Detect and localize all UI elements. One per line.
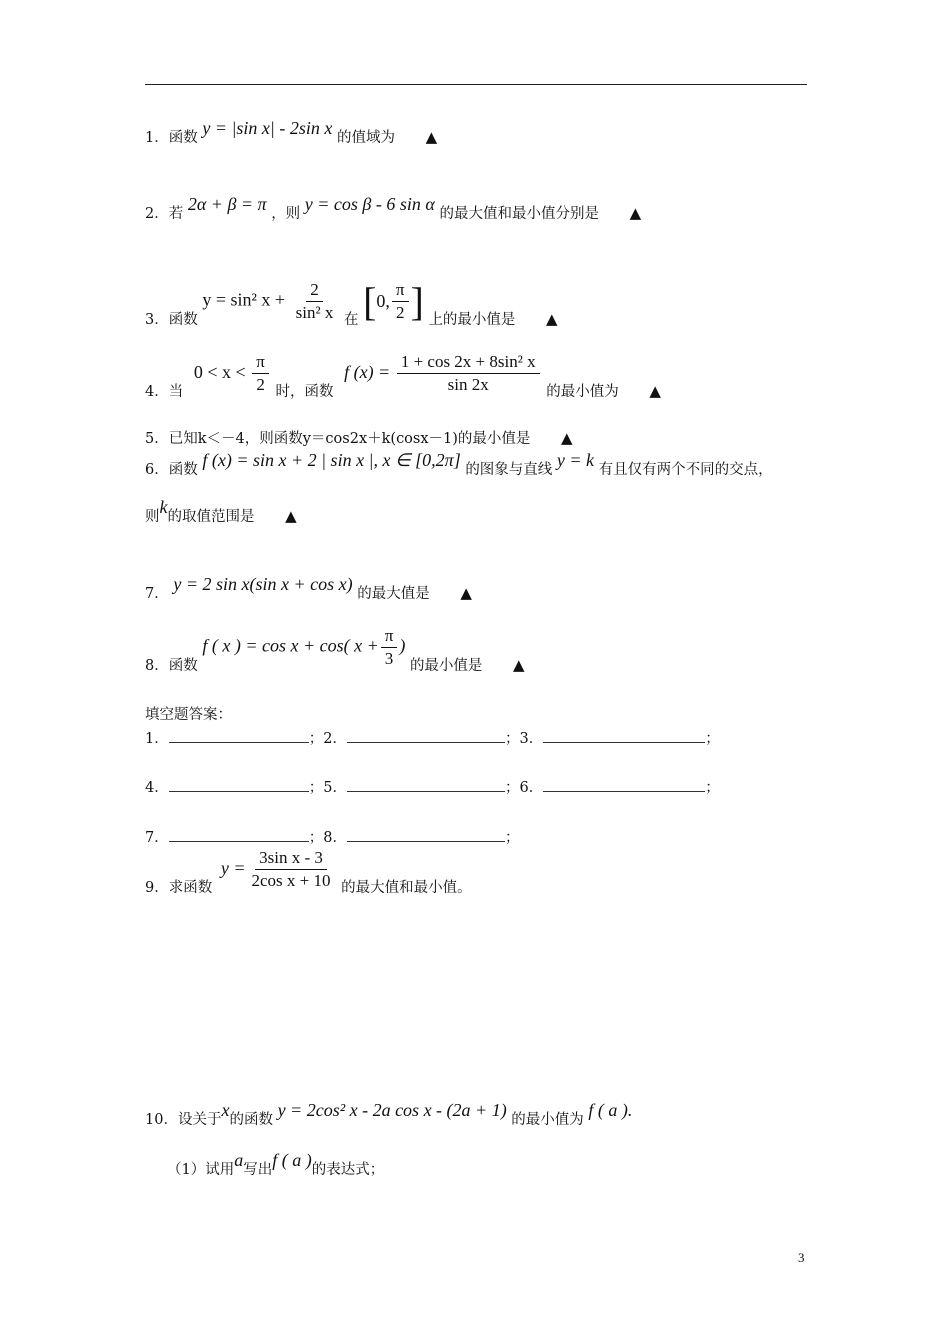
answers-row-2: 4． ；5． ；6． ； bbox=[145, 780, 720, 796]
fraction: $\frac{\pi}{2}$ bbox=[252, 352, 269, 395]
formula: y = sin² x + bbox=[202, 289, 286, 310]
question-number: 3． bbox=[145, 311, 169, 328]
formula: f (x) = sin x + 2 | sin x |, x ∈ [0,2π] bbox=[202, 450, 461, 470]
formula: f ( a ) bbox=[272, 1150, 312, 1170]
question-text: 若 bbox=[168, 206, 184, 222]
page-number: 3 bbox=[798, 1250, 805, 1265]
fraction: $\frac{\pi}{3}$ bbox=[381, 626, 398, 669]
question-text: 的最小值是 bbox=[409, 657, 483, 674]
question-number: 6． bbox=[145, 462, 169, 478]
formula: k bbox=[159, 497, 168, 517]
question-text: 的最小值为 bbox=[546, 383, 619, 400]
question-6-line-2 bbox=[145, 497, 297, 526]
question-number: 9． bbox=[145, 879, 169, 896]
question-6 bbox=[145, 450, 773, 479]
fraction: $\frac{\text{1 + cos 2x + 8sin² x}}{\sin 2x}$ bbox=[397, 352, 540, 395]
formula: f (x) = bbox=[344, 361, 391, 382]
question-5 bbox=[145, 427, 573, 448]
question-text: 有且仅有两个不同的交点， bbox=[598, 462, 773, 478]
question-text: 在 bbox=[343, 311, 359, 328]
formula: y = 2cos² x - 2a cos x - (2a + 1) bbox=[277, 1100, 507, 1120]
fraction: $\frac{\text{3sin x - 3}}{\text{2cos x + 10}}$ bbox=[251, 848, 331, 890]
question-1 bbox=[145, 118, 438, 147]
answer-blank[interactable] bbox=[543, 779, 705, 792]
question-number: 10． bbox=[145, 1112, 178, 1128]
triangle-marker: ▲ bbox=[546, 309, 558, 328]
answers-title: 填空题答案： bbox=[145, 707, 232, 723]
triangle-marker: ▲ bbox=[460, 584, 472, 602]
question-number: 1． bbox=[145, 130, 169, 146]
question-10-part-1: （1）试用a写出f ( a )的表达式； bbox=[167, 1150, 385, 1178]
question-number: 8． bbox=[145, 657, 169, 674]
triangle-marker: ▲ bbox=[425, 128, 438, 146]
question-text: 的图象与直线 bbox=[465, 462, 553, 478]
question-2 bbox=[145, 194, 642, 223]
answer-blank[interactable] bbox=[169, 829, 309, 842]
question-text: 5．已知k＜－4，则函数y＝cos2x＋k(cosx－1)的最小值是 bbox=[145, 431, 531, 447]
question-8: 8．函数 f ( x ) = cos x + cos( x + $\frac{\pi}{3}$ ) 的最小值是 ▲ bbox=[145, 626, 525, 674]
fraction: $\frac{2}{\text{sin² x}}$ bbox=[295, 280, 334, 322]
question-text: 的值域为 bbox=[336, 130, 395, 146]
answer-blank[interactable] bbox=[347, 829, 505, 842]
formula: y = bbox=[220, 857, 246, 878]
formula: 0 < x < bbox=[193, 361, 246, 382]
question-text: ，则 bbox=[271, 206, 301, 222]
question-7 bbox=[145, 574, 472, 603]
answers-row-3: 7． ；8． ； bbox=[145, 830, 520, 846]
question-text: 设关于 bbox=[177, 1112, 222, 1128]
formula: y = 2 sin x(sin x + cos x) bbox=[173, 574, 353, 594]
triangle-marker: ▲ bbox=[285, 507, 297, 525]
question-text: 试用 bbox=[205, 1162, 235, 1178]
answer-blank[interactable] bbox=[543, 730, 705, 743]
triangle-marker: ▲ bbox=[629, 204, 642, 222]
formula: 2α + β = π bbox=[187, 194, 267, 214]
bracket-left: [ bbox=[363, 279, 377, 324]
formula: f ( x ) = cos x + cos( x + bbox=[202, 635, 379, 656]
question-text: 的取值范围是 bbox=[167, 509, 255, 525]
question-text: 的最大值是 bbox=[357, 586, 430, 602]
bracket-right: ] bbox=[410, 279, 424, 324]
question-number: 7． bbox=[145, 586, 169, 602]
answers-row-1: 1． ；2． ；3． ； bbox=[145, 731, 720, 747]
formula: f ( a ). bbox=[588, 1100, 633, 1120]
question-number: 4． bbox=[145, 383, 169, 400]
triangle-marker: ▲ bbox=[513, 655, 525, 674]
triangle-marker: ▲ bbox=[561, 429, 573, 447]
question-text: 时，函数 bbox=[275, 383, 334, 400]
answer-blank[interactable] bbox=[169, 730, 309, 743]
question-10: 10．设关于x的函数 y = 2cos² x - 2a cos x - (2a + 1) 的最小值为 f ( a ). bbox=[145, 1100, 633, 1128]
question-text: 的表达式； bbox=[311, 1162, 385, 1178]
question-text: 函数 bbox=[168, 657, 198, 674]
answer-blank[interactable] bbox=[347, 730, 505, 743]
answer-blank[interactable] bbox=[169, 779, 309, 792]
question-text: 的最大值和最小值。 bbox=[341, 879, 472, 896]
question-text: 上的最小值是 bbox=[428, 311, 516, 328]
question-text: 当 bbox=[168, 383, 184, 400]
question-3: 3．函数 y = sin² x + $\frac{2}{\text{sin² x}}$ 在 [0, $\frac{\pi}{2}$ ] 上的最小值是 ▲ bbox=[145, 279, 558, 328]
question-text: 写出 bbox=[243, 1162, 273, 1178]
question-text: 的最大值和最小值分别是 bbox=[439, 206, 599, 222]
formula: y = k bbox=[556, 450, 595, 470]
question-text: 则 bbox=[145, 509, 160, 525]
question-4 bbox=[145, 352, 661, 400]
question-9 bbox=[145, 848, 472, 896]
question-number: 2． bbox=[145, 206, 169, 222]
answer-blank[interactable] bbox=[347, 779, 505, 792]
question-text: 函数 bbox=[168, 311, 198, 328]
question-text: 求函数 bbox=[168, 879, 213, 896]
formula: y = |sin x| - 2sin x bbox=[202, 118, 333, 138]
fraction: $\frac{\pi}{2}$ bbox=[392, 280, 409, 323]
header-rule bbox=[145, 84, 807, 85]
formula: y = cos β - 6 sin α bbox=[304, 194, 435, 214]
question-text: 的最小值为 bbox=[511, 1112, 584, 1128]
question-text: 函数 bbox=[168, 462, 198, 478]
triangle-marker: ▲ bbox=[649, 381, 661, 400]
question-text: 的函数 bbox=[229, 1112, 273, 1128]
question-text: 函数 bbox=[168, 130, 198, 146]
